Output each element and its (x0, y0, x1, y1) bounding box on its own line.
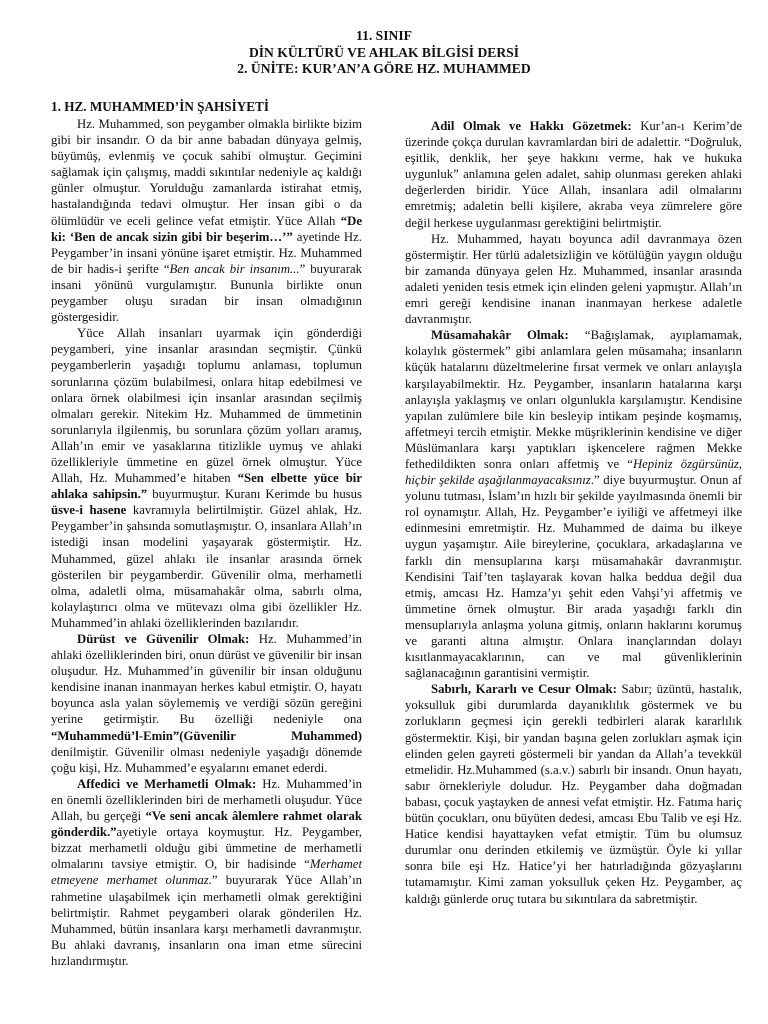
paragraph-trustworthy (51, 631, 362, 776)
text: Sabır; üzüntü, hastalık, yoksulluk gibi durumlarda dayanıklılık göstermek ve bu zorlukların geçmesi için gerekli tedbirleri alarak kararlılık göstermektir. Kişi, bir yandan başına gelen zorlukları aşmak için elinden gelen gayreti göstermeli bir yandan da Allah’a tevekkül etmelidir. Hz.Muhammed (s.a.v.) sabırlı bir insandı. Onun hayatı, sabır örnekleriyle doludur. Hz. Peygamber daha doğmadan babası, çocuk yaştayken de annesi vefat etmiştir. Hz. Fatıma hariç bütün çocukları, onu büyüten dedesi, amcası Ebu Talib ve eşi Hz. Hatice kendisi hayattayken vefat etmiştir. Tüm bu olumsuz durumlar onu derinden etkilemiş ve üzmüştür. Öyle ki yıllar sonra bile eşi Hz. Hatice’yi her hatırladığında gözyaşlarını tutamamıştır. Kimi zaman yoksulluk çeken Hz. Peygamber, aç kaldığı günlerde oruç tutara bu sıkıntılara da sabretmiştir. (405, 682, 742, 906)
subheading: Müsamahakâr Olmak: (431, 328, 569, 343)
paragraph-just (405, 118, 742, 231)
text: ” buyurarak insani yönünü vurgulamıştır. Bununla birlikte onun peygamber oluşu sıradan bir insan olmadığının göstergesidir. (51, 261, 362, 325)
paragraph-just-continued (405, 231, 742, 328)
left-column (51, 99, 362, 969)
hadith-quote: Merhamet etmeyene merhamet olunmaz. (51, 857, 362, 888)
unit-title: 2. ÜNİTE: KUR’AN’A GÖRE HZ. MUHAMMED (237, 61, 531, 76)
quote: “Ve seni ancak âlemlere rahmet olarak gönderdik.” (51, 809, 362, 840)
paragraph-role-model (51, 325, 362, 631)
subheading: Dürüst ve Güvenilir Olmak: (77, 632, 250, 646)
paragraph-humanity (51, 116, 362, 325)
subheading: Affedici ve Merhametli Olmak: (77, 776, 257, 791)
paragraph-patient (405, 681, 742, 906)
text: Hz. Muhammed, son peygamber olmakla birlikte bizim gibi bir insandır. O da bir anne babadan dünyaya gelmiş, büyümüş, evlenmiş ve çocuk sahibi olmuştur. Geçimini sağlamak için çalışmış, maddi sıkıntılar nedeniyle aç kaldığı günler olmuştur. Yorulduğu zamanlarda istirahat etmiş, hastalandığında tedavi olmuştur. Her insan gibi o da ölümlüdür ve eceli gelince vefat etmiştir. Yüce Allah (51, 117, 362, 228)
epithet: “Muhammedü’l-Emin”(Güvenilir Muhammed) (51, 728, 362, 743)
text: Hz. Muhammed’in en önemli özelliklerinden biri de merhametli oluşudur. Yüce Allah, bu gerçeği (51, 776, 362, 824)
text: Hz. Muhammed’in ahlaki özelliklerinden biri, onun dürüst ve güvenilir bir insan oluşudur. Hz. Muhammed’in güvenilir bir insan olduğunu kendisine inanan inanmayan herkes kabul etmiştir. O, hayatı boyunca asla yalan söylememiş ve verdiği sözün gereğini yerine getirmiştir. Bu özelliği nedeniyle ona (51, 632, 362, 727)
text: “Bağışlamak, ayıplamamak, kolaylık göstermek” gibi anlamlara gelen müsamaha; insanların küçük hatalarını düzeltmelerine fırsat vermek ve onları anlayışla karşılayabilmektir. Hz. Peygamber, insanların hatalarına karşı anlayışla yaklaşmış ve onları olgunlukla karşılamıştır. Kendisine yapılan zulümlere bile kin besleyip intikam peşinde koşmamış, affetmeyi tercih etmiştir. Mekke müşriklerinin kendisine ve diğer Müslümanlara karşı yaptıkları işkencelere rağmen Mekke fethedildikten sonra onları affetmiş ve “ (405, 328, 742, 471)
course-title: DİN KÜLTÜRÜ VE AHLAK BİLGİSİ DERSİ (248, 44, 520, 60)
quote: “Sen elbette yüce bir ahlaka sahipsin.” (51, 471, 362, 502)
right-column (405, 118, 742, 907)
quote: Hepiniz özgürsünüz, hiçbir şekilde aşağılanmayacaksınız (405, 456, 742, 488)
text: buyurmuştur. Kuranı Kerimde bu husus (147, 487, 362, 502)
text: ayetiyle ortaya koymuştur. Hz. Peygamber, bizzat merhametli olduğu gibi ümmetine de merhametli olmalarını tavsiye etmiştir. O, bir hadisinde “ (51, 825, 362, 872)
text: denilmiştir. Güvenilir olması nedeniyle yaşadığı dönemde çoğu kişi, Hz. Muhammed’e eşyalarını emanet ederdi. (51, 744, 362, 775)
quote: “De ki: ‘Ben de ancak sizin gibi bir beşerim…’” (51, 213, 362, 244)
text: ” buyurarak Yüce Allah’ın rahmetine ulaşabilmek için merhametli olmak gerektiğini belirtmiştir. Rahmet peygamberi olarak gönderilen Hz. Muhammed, bütün insanlara karşı merhametli davranmıştır. Bu ahlaki davranış, insanların ona iman etme sürecini hızlandırmıştır. (51, 873, 362, 968)
paragraph-tolerant (405, 327, 742, 681)
text: .” diye buyurmuştur. Onun af yolunu tutması, İslam’ın hızlı bir şekilde yayılmasında önemli bir rol oynamıştır. Allah, Hz. Peygamber’e iyiliği ve affetmeyi ilke edinmesini emretmiştir. Hz. Muhammed de daima bu ilkeye uygun yaşamıştır. Aile bireylerine, çocuklara, arkadaşlarına ve farklı din mensuplarına karşı müsamahakâr davranmıştır. Kendisini Taif’ten taşlayarak kovan halka beddua değil dua etmiş, amcası Hz. Hamza’yı şehit eden Vahşi’yi affetmiş ve ümmetine örnek olmuştur. Bir arada yaşadığı farklı din mensuplarıyla anlaşma yoluna gitmiş, onların haklarını korumuş ve garanti altına almıştır. Onlara inançlarından dolayı kısıtlanmayacaklarının, can ve mal güvenliklerinin sağlanacağının garantisini vermiştir. (405, 473, 742, 681)
text: kavramıyla belirtilmiştir. Güzel ahlak, Hz. Peygamber’in şahsında somutlaşmıştır. O, insanlara Allah’ın istediği insan modelini yaşayarak göstermiştir. Hz. Muhammed, güzel ahlakı ile insanlar arasında örnek gösterilen bir peygamberdir. Güvenilir olma, merhametli olma, adaletli olma, müsamahakâr olma, sabırlı olma, kolaylaştırıcı olma ve mütevazı olma gibi özellikler Hz. Muhammed’in ahlaki özelliklerinden bazılarıdır. (51, 503, 362, 630)
paragraph-merciful (51, 776, 362, 969)
subheading: Sabırlı, Kararlı ve Cesur Olmak: (431, 682, 617, 697)
subheading: Adil Olmak ve Hakkı Gözetmek: (431, 119, 632, 133)
text: Hz. Muhammed, hayatı boyunca adil davranmaya özen göstermiştir. Her türlü adaletsizliğin ve kötülüğün yaygın olduğu bir zamanda dünyaya gelen Hz. Muhammed, insanlar arasında adaleti yeniden tesis etmek için elinden geleni yapmıştır. Allah’ın emri gereği kendisine inanan inanmayan herkese adaletle davranmıştır. (405, 231, 742, 327)
text: Kur’an-ı Kerim’de üzerinde çokça durulan kavramlardan biri de adalettir. “Doğruluk, eşitlik, denklik, her şeye hakkını verme, hak ve hukuka uygunluk” anlamına gelen adalet, sahip olunması gereken ahlaki değerlerden biridir. Yüce Allah, insanlara adil olmalarını emretmiş; adaletin belli kişilere, akraba veya zümrelere göre değil herkese uygulanması gerektiğini belirtmiştir. (405, 119, 742, 230)
section-title: 1. HZ. MUHAMMED’İN ŞAHSİYETİ (51, 99, 269, 114)
document-header (0, 28, 768, 78)
hadith-quote: Ben ancak bir insanım... (169, 261, 300, 276)
grade-title: 11. SINIF (356, 28, 412, 43)
text: ayetinde Hz. Peygamber’in insani yönüne işaret etmiştir. Hz. Muhammed de bir hadis-i şerifte “ (51, 229, 362, 276)
text: Yüce Allah insanları uyarmak için gönderdiği peygamberi, yine insanlar arasından seçmiştir. Çünkü peygamberlerin yaşadığı toplumu anlaması, toplumun sorunlarına çözüm bulabilmesi, onlara hitap edebilmesi ve onlara örnek olabilmesi için insanlar arasından seçilmiş olmaları gerekir. Nitekim Hz. Muhammed de ümmetinin sorunlarıyla ilgilenmiş, bu sorunlara çözüm yolları aramış, Allah’ın emir ve yasaklarına titizlikle uymuş ve ahlaki özellikleriyle ümmetine en güzel örnek olmuştur. Yüce Allah, Hz. Muhammed’e hitaben (51, 326, 362, 486)
term: üsve-i hasene (51, 503, 127, 518)
